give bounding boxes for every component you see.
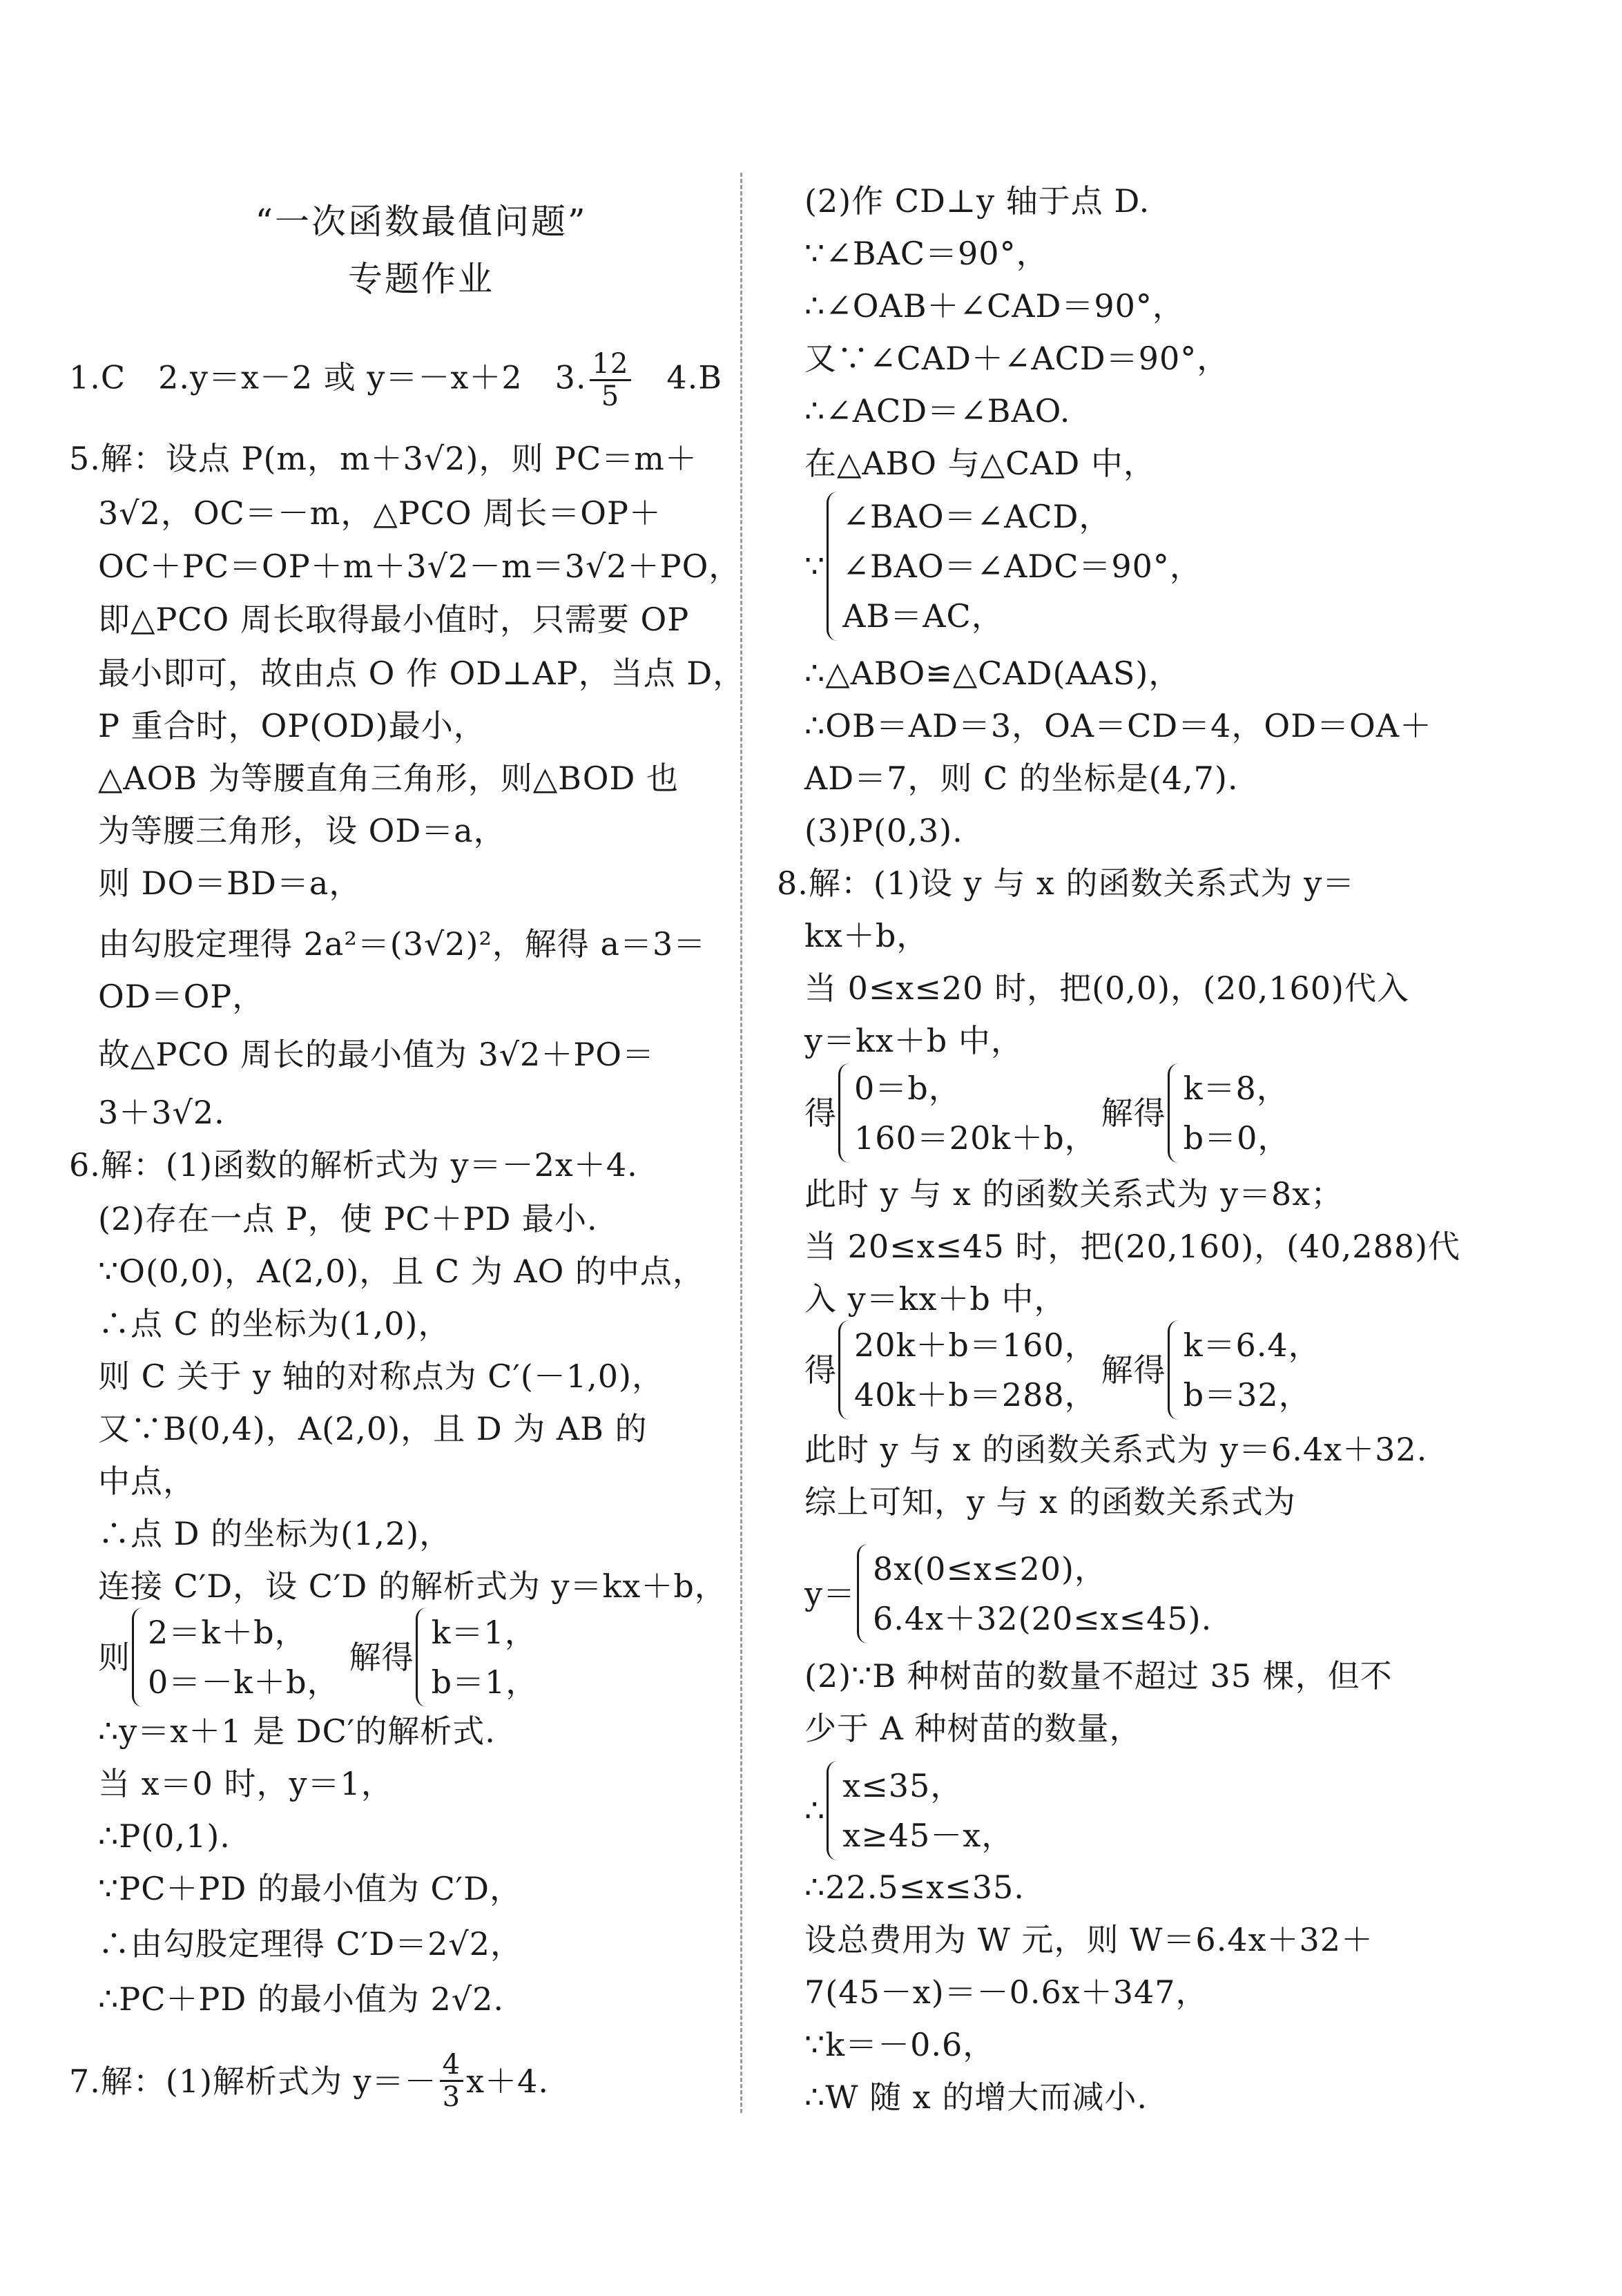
system-row: 6.4x＋32(20≤x≤45). (873, 1600, 1213, 1637)
equation-system (804, 492, 1202, 641)
solution-line: (2)作 CD⊥y 轴于点 D. (804, 182, 1150, 220)
system-row: 2＝k＋b， (148, 1614, 307, 1651)
brace-system (825, 492, 1202, 641)
solution-line: ∵O(0,0)，A(2,0)，且 C 为 AO 的中点， (98, 1253, 705, 1290)
system-prefix: ∵ (804, 548, 826, 585)
solution-line: y＝kx＋b 中， (804, 1022, 1023, 1059)
solution-line: 3＋3√2. (98, 1094, 225, 1131)
system-prefix: 得 (804, 1351, 837, 1389)
system-row: ∠BAO＝∠ACD， (842, 498, 1112, 535)
solution-line (69, 2049, 549, 2112)
solution-line: 故△PCO 周长的最小值为 3√2＋PO＝ (98, 1036, 655, 1073)
system-row: AB＝AC， (842, 597, 1004, 635)
system-row: b＝32， (1183, 1376, 1311, 1414)
system-row: x≤35， (842, 1767, 963, 1804)
system-row: b＝1， (431, 1663, 539, 1701)
system-prefix: 则 (98, 1639, 131, 1676)
solution-line: ∴∠OAB＋∠CAD＝90°， (804, 287, 1185, 325)
solution-line: OC＋PC＝OP＋m＋3√2－m＝3√2＋PO， (98, 548, 742, 585)
answer-line (69, 349, 722, 412)
solution-line: 中点， (98, 1463, 195, 1500)
solution-line: 连接 C′D，设 C′D 的解析式为 y＝kx＋b， (98, 1567, 727, 1605)
fraction-numerator: 4 (440, 2049, 463, 2082)
fraction-denominator: 3 (442, 2081, 461, 2113)
solution-line: kx＋b， (804, 917, 929, 954)
brace-icon (416, 1608, 427, 1707)
system-row: k＝8， (1183, 1070, 1289, 1107)
equation-system (804, 1320, 1321, 1420)
solution-line: 3√2，OC＝－m，△PCO 周长＝OP＋ (98, 494, 662, 532)
solution-line: ∴△ABO≌△CAD(AAS)， (804, 655, 1181, 692)
brace-system (837, 1320, 1097, 1420)
fraction (440, 2049, 463, 2112)
system-row: 0＝－k＋b， (148, 1663, 340, 1701)
solution-line: 为等腰三角形，设 OD＝a， (98, 812, 506, 849)
solution-line: 少于 A 种树苗的数量， (804, 1710, 1142, 1747)
solution-text: x＋4. (466, 2062, 549, 2100)
page-title: “一次函数最值问题” (255, 202, 588, 242)
solution-line: 此时 y 与 x 的函数关系式为 y＝6.4x＋32. (804, 1431, 1428, 1468)
system-prefix: 得 (804, 1094, 837, 1132)
solution-line: (2)∵B 种树苗的数量不超过 35 棵，但不 (804, 1657, 1393, 1695)
solution-line: 此时 y 与 x 的函数关系式为 y＝8x； (804, 1175, 1344, 1213)
solution-line: ∴W 随 x 的增大而减小. (804, 2078, 1148, 2116)
solution-line: 8.解：(1)设 y 与 x 的函数关系式为 y＝ (777, 865, 1355, 902)
system-connector: 解得 (349, 1639, 414, 1676)
solution-line: ∴y＝x＋1 是 DC′的解析式. (98, 1713, 496, 1750)
system-row: 40k＋b＝288， (854, 1376, 1097, 1414)
brace-icon (1168, 1063, 1179, 1163)
brace-icon (827, 1761, 838, 1860)
solution-line: 5.解：设点 P(m，m＋3√2)，则 PC＝m＋ (69, 440, 697, 477)
solution-line: ∴OB＝AD＝3，OA＝CD＝4，OD＝OA＋ (804, 707, 1432, 744)
system-row: x≥45－x， (842, 1817, 1014, 1854)
brace-icon (838, 1063, 850, 1163)
solution-line: 又∵B(0,4)，A(2,0)，且 D 为 AB 的 (98, 1410, 648, 1447)
solution-line: ∴点 D 的坐标为(1,2)， (98, 1515, 452, 1552)
system-prefix: y＝ (804, 1575, 856, 1612)
equation-system (98, 1608, 538, 1707)
system-row: 8x(0≤x≤20)， (873, 1550, 1107, 1588)
answer-text: 1.C 2.y＝x－2 或 y＝－x＋2 3. (69, 358, 587, 396)
brace-system (837, 1063, 1097, 1163)
brace-icon (857, 1544, 869, 1643)
solution-line: 7(45－x)＝－0.6x＋347， (804, 1974, 1208, 2011)
solution-line: 即△PCO 周长取得最小值时，只需要 OP (98, 601, 690, 638)
solution-line: ∵k＝－0.6， (804, 2026, 996, 2063)
brace-system (131, 1608, 340, 1707)
solution-line: ∵PC＋PD 的最小值为 C′D， (98, 1870, 523, 1907)
equation-system (804, 1761, 1014, 1860)
brace-system (825, 1761, 1014, 1860)
system-row: ∠BAO＝∠ADC＝90°， (842, 548, 1202, 585)
solution-line: 6.解：(1)函数的解析式为 y＝－2x＋4. (69, 1146, 638, 1184)
brace-icon (827, 492, 838, 641)
fraction (590, 349, 632, 412)
system-connector: 解得 (1101, 1351, 1166, 1389)
equation-system (804, 1063, 1290, 1163)
brace-icon (1168, 1320, 1179, 1420)
equation-system (804, 1544, 1212, 1643)
solution-text: 7.解：(1)解析式为 y＝－ (69, 2062, 437, 2100)
answer-text: 4.B (634, 358, 723, 396)
system-row: k＝6.4， (1183, 1327, 1321, 1364)
fraction-denominator: 5 (601, 380, 620, 412)
solution-line: ∴P(0,1). (98, 1817, 231, 1855)
solution-line: ∴∠ACD＝∠BAO. (804, 392, 1071, 430)
system-row: k＝1， (431, 1614, 537, 1651)
solution-line: OD＝OP， (98, 978, 265, 1015)
solution-line: 综上可知，y 与 x 的函数关系式为 (804, 1483, 1296, 1521)
solution-line: ∴22.5≤x≤35. (804, 1869, 1025, 1906)
solution-line: 由勾股定理得 2a²＝(3√2)²，解得 a＝3＝ (98, 925, 706, 963)
brace-system (1166, 1320, 1321, 1420)
system-row: b＝0， (1183, 1119, 1291, 1157)
brace-system (1166, 1063, 1291, 1163)
solution-line: 又∵∠CAD＋∠ACD＝90°， (804, 340, 1230, 377)
solution-line: ∴由勾股定理得 C′D＝2√2， (98, 1925, 523, 1962)
column-divider (740, 173, 742, 2113)
solution-line: 最小即可，故由点 O 作 OD⊥AP，当点 D， (98, 655, 746, 692)
solution-line: AD＝7，则 C 的坐标是(4,7). (804, 760, 1239, 797)
brace-icon (132, 1608, 144, 1707)
system-row: 20k＋b＝160， (854, 1327, 1097, 1364)
brace-icon (838, 1320, 850, 1420)
system-connector: 解得 (1101, 1094, 1166, 1132)
solution-line: 入 y＝kx＋b 中， (804, 1280, 1067, 1318)
system-row: 160＝20k＋b， (854, 1119, 1097, 1157)
solution-line: 则 C 关于 y 轴的对称点为 C′(－1,0)， (98, 1358, 664, 1395)
solution-line: 当 0≤x≤20 时，把(0,0)，(20,160)代入 (804, 969, 1409, 1007)
brace-system (856, 1544, 1212, 1643)
solution-line: 在△ABO 与△CAD 中， (804, 445, 1156, 482)
fraction-numerator: 12 (590, 349, 632, 381)
solution-line: ∴PC＋PD 的最小值为 2√2. (98, 1980, 504, 2018)
brace-system (414, 1608, 539, 1707)
solution-line: (3)P(0,3). (804, 812, 963, 849)
solution-line: 则 DO＝BD＝a， (98, 865, 362, 902)
system-row: 0＝b， (854, 1070, 961, 1107)
page-subtitle: 专题作业 (348, 259, 494, 299)
solution-line: 当 x＝0 时，y＝1， (98, 1765, 394, 1802)
solution-line: ∴点 C 的坐标为(1,0)， (98, 1305, 451, 1342)
solution-line: P 重合时，OP(OD)最小， (98, 707, 486, 744)
solution-line: 设总费用为 W 元，则 W＝6.4x＋32＋ (804, 1921, 1374, 1958)
system-prefix: ∴ (804, 1792, 826, 1829)
solution-line: (2)存在一点 P，使 PC＋PD 最小. (98, 1200, 598, 1237)
solution-line: 当 20≤x≤45 时，把(20,160)，(40,288)代 (804, 1228, 1461, 1265)
solution-line: ∵∠BAC＝90°， (804, 235, 1049, 272)
solution-line: △AOB 为等腰直角三角形，则△BOD 也 (98, 760, 679, 797)
